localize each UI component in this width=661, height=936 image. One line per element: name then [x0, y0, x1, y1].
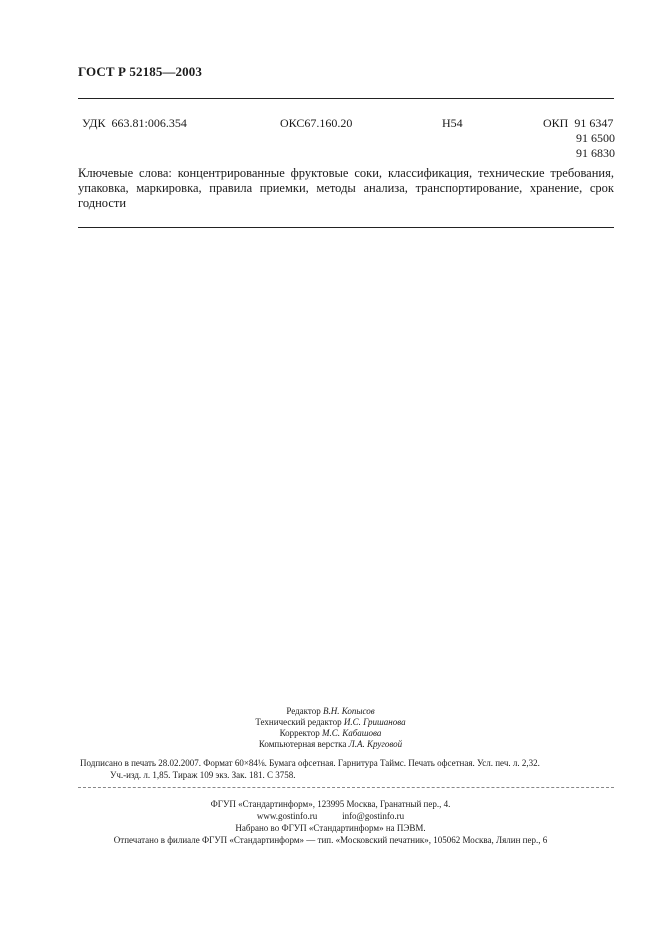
top-rule	[78, 98, 614, 99]
layout-label: Компьютерная верстка	[258, 739, 347, 749]
udk-label: УДК	[82, 116, 106, 130]
udk-code: 663.81:006.354	[111, 116, 187, 130]
okp-code-3: 91 6830	[576, 146, 615, 160]
keywords-paragraph	[78, 166, 614, 211]
keywords-line-3: годности	[78, 196, 127, 210]
oks-code: 67.160.20	[304, 116, 353, 130]
keywords-rule	[78, 227, 614, 228]
tech-editor-name: И.С. Гришанова	[343, 717, 406, 727]
keywords-line-1: Ключевые слова: концентрированные фруктовые соки, классификация, технические требования,	[78, 166, 614, 180]
editor-label: Редактор	[286, 706, 321, 716]
publisher-contacts	[0, 810, 661, 822]
imprint-rule	[78, 787, 614, 788]
imprint-line-2: Уч.-изд. л. 1,85. Тираж 109 экз. Зак. 181. С 3758.	[110, 769, 296, 780]
editor-line	[0, 706, 661, 717]
oks-label: ОКС	[280, 116, 305, 130]
publisher-line-3: Набрано во ФГУП «Стандартинформ» на ПЭВМ.	[235, 823, 426, 833]
okp-code-1: 91 6347	[574, 116, 614, 130]
tech-editor-label: Технический редактор	[255, 717, 342, 727]
okp-label: ОКП	[543, 116, 569, 130]
keywords-line-2: упаковка, маркировка, правила приемки, методы анализа, транспортирование, хранение, срок	[78, 181, 614, 195]
layout-name: Л.А. Круговой	[348, 739, 403, 749]
proofreader-name: М.С. Кабашова	[321, 728, 382, 738]
oks-block	[280, 116, 352, 131]
tech-editor-line	[0, 717, 661, 728]
publisher-website: www.gostinfo.ru	[256, 811, 318, 821]
publisher-email: info@gostinfo.ru	[342, 811, 405, 821]
udk-block	[82, 116, 187, 131]
publisher-line-1: ФГУП «Стандартинформ», 123995 Москва, Гранатный пер., 4.	[210, 799, 451, 809]
proofreader-label: Корректор	[279, 728, 320, 738]
okp-code-2: 91 6500	[576, 131, 615, 145]
imprint-block	[80, 758, 615, 781]
layout-line	[0, 739, 661, 750]
editor-name: В.Н. Копысов	[323, 706, 375, 716]
group-code: Н54	[442, 116, 463, 130]
proofreader-line	[0, 728, 661, 739]
imprint-line-1: Подписано в печать 28.02.2007. Формат 60×84⅛. Бумага офсетная. Гарнитура Таймс. Печать офсетная. Усл. печ. л. 2,32.	[80, 758, 540, 768]
okp-block	[543, 116, 615, 161]
document-title: ГОСТ Р 52185—2003	[78, 64, 202, 79]
publisher-line-4: Отпечатано в филиале ФГУП «Стандартинформ» — тип. «Московский печатник», 105062 Москва, Лялин пер., 6	[113, 835, 548, 845]
